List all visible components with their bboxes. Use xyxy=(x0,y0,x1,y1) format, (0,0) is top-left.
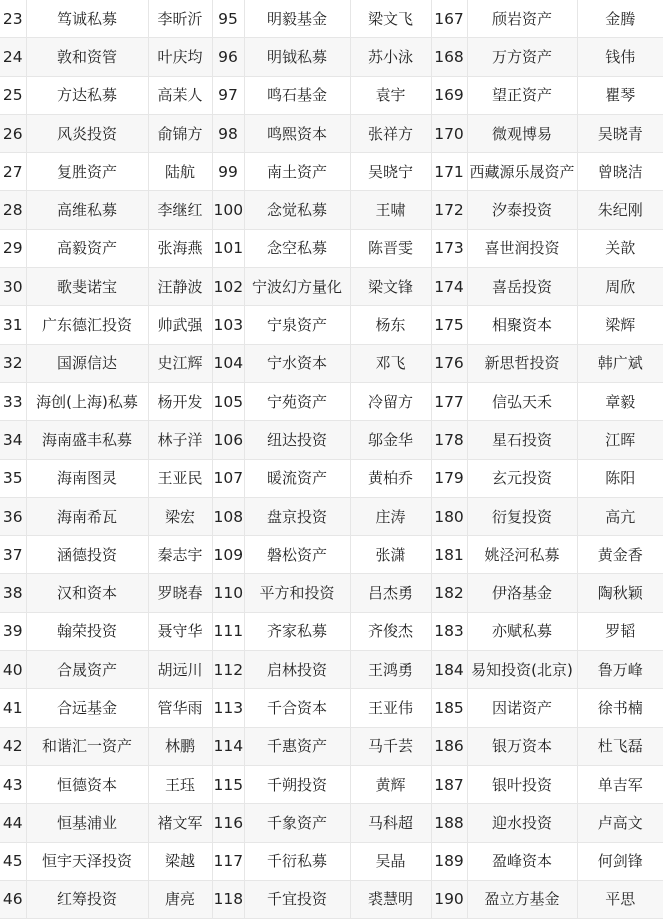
row-number: 96 xyxy=(212,38,244,76)
table-row xyxy=(0,0,663,38)
firm-name: 合晟资产 xyxy=(26,651,148,689)
manager-name: 俞锦方 xyxy=(148,114,212,152)
firm-name: 亦赋私募 xyxy=(467,612,577,650)
manager-name: 邬金华 xyxy=(350,421,431,459)
row-number: 174 xyxy=(431,268,467,306)
row-number: 190 xyxy=(431,880,467,918)
table-row xyxy=(0,382,663,420)
manager-name: 吕杰勇 xyxy=(350,574,431,612)
table-row xyxy=(0,536,663,574)
manager-name: 梁文飞 xyxy=(350,0,431,38)
table-row xyxy=(0,306,663,344)
firm-name: 因诺资产 xyxy=(467,689,577,727)
row-number: 40 xyxy=(0,651,26,689)
manager-name: 聂守华 xyxy=(148,612,212,650)
row-number: 109 xyxy=(212,536,244,574)
firm-name: 齐家私募 xyxy=(244,612,350,650)
manager-name: 卢高文 xyxy=(577,804,663,842)
manager-name: 吴晓青 xyxy=(577,114,663,152)
firm-name: 宁波幻方量化 xyxy=(244,268,350,306)
firm-name: 宁水资本 xyxy=(244,344,350,382)
manager-name: 高苿人 xyxy=(148,76,212,114)
manager-name: 黄柏乔 xyxy=(350,459,431,497)
row-number: 111 xyxy=(212,612,244,650)
manager-name: 褚文军 xyxy=(148,804,212,842)
row-number: 26 xyxy=(0,114,26,152)
table-row xyxy=(0,268,663,306)
firm-name: 盘京投资 xyxy=(244,497,350,535)
firm-name: 方达私募 xyxy=(26,76,148,114)
table-row xyxy=(0,114,663,152)
row-number: 38 xyxy=(0,574,26,612)
manager-name: 叶庆均 xyxy=(148,38,212,76)
firm-name: 敦和资管 xyxy=(26,38,148,76)
table-row xyxy=(0,421,663,459)
row-number: 178 xyxy=(431,421,467,459)
row-number: 107 xyxy=(212,459,244,497)
manager-name: 杨开发 xyxy=(148,382,212,420)
row-number: 168 xyxy=(431,38,467,76)
firm-name: 恒德资本 xyxy=(26,765,148,803)
firm-name: 信弘天禾 xyxy=(467,382,577,420)
manager-name: 李昕沂 xyxy=(148,0,212,38)
firm-name: 颀岩资产 xyxy=(467,0,577,38)
manager-name: 罗晓春 xyxy=(148,574,212,612)
row-number: 118 xyxy=(212,880,244,918)
manager-name: 黄辉 xyxy=(350,765,431,803)
row-number: 103 xyxy=(212,306,244,344)
manager-name: 汪静波 xyxy=(148,268,212,306)
firm-name: 万方资产 xyxy=(467,38,577,76)
table-row xyxy=(0,344,663,382)
row-number: 100 xyxy=(212,191,244,229)
table-row xyxy=(0,38,663,76)
firm-name: 国源信达 xyxy=(26,344,148,382)
row-number: 110 xyxy=(212,574,244,612)
row-number: 187 xyxy=(431,765,467,803)
firm-name: 姚泾河私募 xyxy=(467,536,577,574)
manager-name: 罗韬 xyxy=(577,612,663,650)
row-number: 105 xyxy=(212,382,244,420)
manager-name: 何剑锋 xyxy=(577,842,663,880)
table-row xyxy=(0,459,663,497)
manager-name: 马科超 xyxy=(350,804,431,842)
row-number: 101 xyxy=(212,229,244,267)
manager-name: 史江辉 xyxy=(148,344,212,382)
row-number: 99 xyxy=(212,153,244,191)
firm-name: 启林投资 xyxy=(244,651,350,689)
table-row xyxy=(0,497,663,535)
table-row xyxy=(0,153,663,191)
row-number: 172 xyxy=(431,191,467,229)
manager-name: 王亚伟 xyxy=(350,689,431,727)
row-number: 95 xyxy=(212,0,244,38)
manager-name: 鲁万峰 xyxy=(577,651,663,689)
manager-name: 韩广斌 xyxy=(577,344,663,382)
manager-name: 金腾 xyxy=(577,0,663,38)
row-number: 112 xyxy=(212,651,244,689)
row-number: 36 xyxy=(0,497,26,535)
manager-name: 徐书楠 xyxy=(577,689,663,727)
firm-name: 南土资产 xyxy=(244,153,350,191)
manager-name: 平思 xyxy=(577,880,663,918)
firm-name: 星石投资 xyxy=(467,421,577,459)
firm-name: 微观博易 xyxy=(467,114,577,152)
row-number: 106 xyxy=(212,421,244,459)
firm-name: 千象资产 xyxy=(244,804,350,842)
firm-name: 伊洛基金 xyxy=(467,574,577,612)
manager-name: 林鹏 xyxy=(148,727,212,765)
manager-name: 陈晋雯 xyxy=(350,229,431,267)
manager-name: 朱纪刚 xyxy=(577,191,663,229)
manager-name: 冷留方 xyxy=(350,382,431,420)
row-number: 44 xyxy=(0,804,26,842)
manager-name: 关歆 xyxy=(577,229,663,267)
manager-name: 杨东 xyxy=(350,306,431,344)
row-number: 115 xyxy=(212,765,244,803)
manager-name: 庄涛 xyxy=(350,497,431,535)
manager-name: 王啸 xyxy=(350,191,431,229)
manager-name: 秦志宇 xyxy=(148,536,212,574)
firm-name: 笃诚私募 xyxy=(26,0,148,38)
manager-name: 梁辉 xyxy=(577,306,663,344)
table-row xyxy=(0,727,663,765)
firm-name: 宁苑资产 xyxy=(244,382,350,420)
manager-name: 钱伟 xyxy=(577,38,663,76)
table-row xyxy=(0,842,663,880)
manager-name: 胡远川 xyxy=(148,651,212,689)
row-number: 108 xyxy=(212,497,244,535)
firm-name: 西藏源乐晟资产 xyxy=(467,153,577,191)
firm-name: 盈立方基金 xyxy=(467,880,577,918)
firm-name: 合远基金 xyxy=(26,689,148,727)
manager-name: 王珏 xyxy=(148,765,212,803)
row-number: 175 xyxy=(431,306,467,344)
row-number: 25 xyxy=(0,76,26,114)
row-number: 42 xyxy=(0,727,26,765)
row-number: 184 xyxy=(431,651,467,689)
manager-name: 王鸿勇 xyxy=(350,651,431,689)
firm-name: 喜岳投资 xyxy=(467,268,577,306)
row-number: 39 xyxy=(0,612,26,650)
manager-name: 唐亮 xyxy=(148,880,212,918)
table-row xyxy=(0,191,663,229)
firm-name: 风炎投资 xyxy=(26,114,148,152)
firm-name: 喜世润投资 xyxy=(467,229,577,267)
firm-name: 高维私募 xyxy=(26,191,148,229)
row-number: 41 xyxy=(0,689,26,727)
manager-name: 齐俊杰 xyxy=(350,612,431,650)
firm-name: 明毅基金 xyxy=(244,0,350,38)
firm-name: 平方和投资 xyxy=(244,574,350,612)
firm-name: 红筹投资 xyxy=(26,880,148,918)
manager-name: 梁宏 xyxy=(148,497,212,535)
firm-name: 和谐汇一资产 xyxy=(26,727,148,765)
row-number: 98 xyxy=(212,114,244,152)
manager-name: 帅武强 xyxy=(148,306,212,344)
row-number: 177 xyxy=(431,382,467,420)
manager-name: 张潇 xyxy=(350,536,431,574)
row-number: 116 xyxy=(212,804,244,842)
manager-name: 曾晓洁 xyxy=(577,153,663,191)
table-row xyxy=(0,574,663,612)
table-row xyxy=(0,76,663,114)
manager-name: 陶秋颖 xyxy=(577,574,663,612)
manager-name: 高亢 xyxy=(577,497,663,535)
row-number: 33 xyxy=(0,382,26,420)
row-number: 28 xyxy=(0,191,26,229)
firm-name: 涵德投资 xyxy=(26,536,148,574)
manager-name: 张祥方 xyxy=(350,114,431,152)
firm-name: 翰荣投资 xyxy=(26,612,148,650)
table-row xyxy=(0,651,663,689)
row-number: 24 xyxy=(0,38,26,76)
table-row xyxy=(0,689,663,727)
row-number: 169 xyxy=(431,76,467,114)
manager-name: 林子洋 xyxy=(148,421,212,459)
manager-name: 袁宇 xyxy=(350,76,431,114)
row-number: 35 xyxy=(0,459,26,497)
manager-name: 管华雨 xyxy=(148,689,212,727)
manager-name: 裘慧明 xyxy=(350,880,431,918)
firm-name: 高毅资产 xyxy=(26,229,148,267)
firm-name: 望正资产 xyxy=(467,76,577,114)
row-number: 188 xyxy=(431,804,467,842)
manager-name: 梁越 xyxy=(148,842,212,880)
firm-name: 鸣石基金 xyxy=(244,76,350,114)
firm-name: 迎水投资 xyxy=(467,804,577,842)
row-number: 97 xyxy=(212,76,244,114)
row-number: 181 xyxy=(431,536,467,574)
row-number: 32 xyxy=(0,344,26,382)
manager-name: 黄金香 xyxy=(577,536,663,574)
manager-name: 江晖 xyxy=(577,421,663,459)
firm-name: 鸣熙资本 xyxy=(244,114,350,152)
row-number: 167 xyxy=(431,0,467,38)
firm-name: 歌斐诺宝 xyxy=(26,268,148,306)
firm-name: 汐泰投资 xyxy=(467,191,577,229)
firm-name: 暖流资产 xyxy=(244,459,350,497)
row-number: 27 xyxy=(0,153,26,191)
manager-name: 吴晓宁 xyxy=(350,153,431,191)
firm-name: 海南盛丰私募 xyxy=(26,421,148,459)
firm-name: 汉和资本 xyxy=(26,574,148,612)
firm-name: 银叶投资 xyxy=(467,765,577,803)
table-row xyxy=(0,804,663,842)
manager-name: 邓飞 xyxy=(350,344,431,382)
row-number: 180 xyxy=(431,497,467,535)
row-number: 173 xyxy=(431,229,467,267)
manager-name: 章毅 xyxy=(577,382,663,420)
manager-name: 苏小泳 xyxy=(350,38,431,76)
firm-name: 恒基浦业 xyxy=(26,804,148,842)
firm-name: 磐松资产 xyxy=(244,536,350,574)
row-number: 171 xyxy=(431,153,467,191)
firm-name: 千朔投资 xyxy=(244,765,350,803)
row-number: 113 xyxy=(212,689,244,727)
row-number: 37 xyxy=(0,536,26,574)
manager-name: 瞿琴 xyxy=(577,76,663,114)
row-number: 46 xyxy=(0,880,26,918)
firm-name: 玄元投资 xyxy=(467,459,577,497)
manager-name: 周欣 xyxy=(577,268,663,306)
firm-name: 海创(上海)私募 xyxy=(26,382,148,420)
firm-name: 千惠资产 xyxy=(244,727,350,765)
table-row xyxy=(0,880,663,918)
table-row xyxy=(0,229,663,267)
firm-name: 明钺私募 xyxy=(244,38,350,76)
row-number: 104 xyxy=(212,344,244,382)
firm-name: 衍复投资 xyxy=(467,497,577,535)
firm-name: 海南图灵 xyxy=(26,459,148,497)
manager-name: 陆航 xyxy=(148,153,212,191)
firm-name: 易知投资(北京) xyxy=(467,651,577,689)
table-row xyxy=(0,612,663,650)
row-number: 29 xyxy=(0,229,26,267)
firm-name: 千衍私募 xyxy=(244,842,350,880)
row-number: 31 xyxy=(0,306,26,344)
row-number: 176 xyxy=(431,344,467,382)
firm-name: 广东德汇投资 xyxy=(26,306,148,344)
firm-name: 千合资本 xyxy=(244,689,350,727)
firm-name: 复胜资产 xyxy=(26,153,148,191)
row-number: 23 xyxy=(0,0,26,38)
row-number: 183 xyxy=(431,612,467,650)
firm-name: 念空私募 xyxy=(244,229,350,267)
manager-name: 张海燕 xyxy=(148,229,212,267)
row-number: 102 xyxy=(212,268,244,306)
row-number: 34 xyxy=(0,421,26,459)
firm-name: 海南希瓦 xyxy=(26,497,148,535)
manager-name: 王亚民 xyxy=(148,459,212,497)
firm-name: 宁泉资产 xyxy=(244,306,350,344)
table-row xyxy=(0,765,663,803)
row-number: 45 xyxy=(0,842,26,880)
row-number: 189 xyxy=(431,842,467,880)
firm-name: 新思哲投资 xyxy=(467,344,577,382)
manager-name: 马千芸 xyxy=(350,727,431,765)
manager-name: 李继红 xyxy=(148,191,212,229)
row-number: 114 xyxy=(212,727,244,765)
firm-name: 纽达投资 xyxy=(244,421,350,459)
firm-name: 恒宇天泽投资 xyxy=(26,842,148,880)
manager-name: 杜飞磊 xyxy=(577,727,663,765)
row-number: 170 xyxy=(431,114,467,152)
manager-name: 陈阳 xyxy=(577,459,663,497)
firm-name: 千宜投资 xyxy=(244,880,350,918)
firm-name: 念觉私募 xyxy=(244,191,350,229)
firm-name: 相聚资本 xyxy=(467,306,577,344)
firm-name: 盈峰资本 xyxy=(467,842,577,880)
row-number: 43 xyxy=(0,765,26,803)
row-number: 185 xyxy=(431,689,467,727)
manager-name: 单吉军 xyxy=(577,765,663,803)
manager-name: 吴晶 xyxy=(350,842,431,880)
manager-name: 梁文锋 xyxy=(350,268,431,306)
firm-name: 银万资本 xyxy=(467,727,577,765)
row-number: 186 xyxy=(431,727,467,765)
row-number: 179 xyxy=(431,459,467,497)
row-number: 182 xyxy=(431,574,467,612)
row-number: 30 xyxy=(0,268,26,306)
row-number: 117 xyxy=(212,842,244,880)
